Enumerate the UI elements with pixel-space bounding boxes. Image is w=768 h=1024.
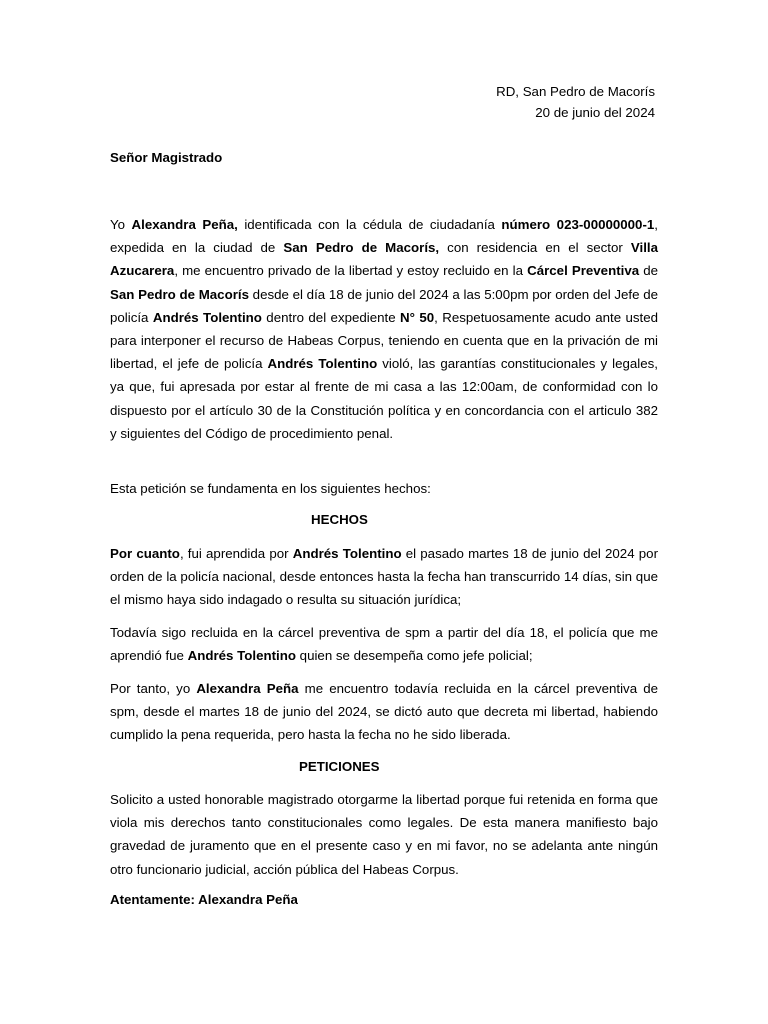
bold-text-run: Cárcel Preventiva (527, 263, 640, 279)
text-run: Todavía sigo recluida en la cárcel preventiva de spm a partir del día 18, el policía que me aprendió fue (110, 625, 658, 664)
date-line: 20 de junio del 2024 (535, 105, 655, 120)
bold-text-run: Alexandra Peña (196, 681, 299, 696)
hechos-item-1 (110, 542, 658, 612)
peticiones-paragraph: Solicito a usted honorable magistrado otorgarme la libertad porque fui retenida en forma que viola mis derechos tanto constitucionales como legales. De esta manera manifiesto bajo gravedad de juramento que en el presente caso y en mi favor, no se adelanta ante ningún otro funcionario judicial, acción pública del Habeas Corpus. (110, 792, 658, 877)
hechos-heading: HECHOS (311, 512, 368, 527)
bold-text-run: Alexandra Peña, (131, 217, 238, 232)
text-run: Por tanto, yo (110, 681, 197, 696)
text-run: desde el día 18 de junio del 2024 a las 5:00pm por orden del Jefe de policía (110, 286, 658, 325)
hechos-item-2 (110, 621, 658, 667)
bold-text-run: San Pedro de Macorís (110, 286, 249, 302)
bold-text-run: N° 50 (400, 309, 435, 325)
addressee: Señor Magistrado (110, 150, 223, 165)
text-run: de (639, 263, 658, 279)
bold-text-run: San Pedro de Macorís, (283, 240, 440, 256)
text-run: dentro del expediente (261, 309, 401, 325)
text-run: , expedida en la ciudad de (110, 217, 658, 256)
bold-text-run: Andrés Tolentino (267, 356, 378, 372)
text-run: el pasado martes 18 de junio del 2024 por orden de la policía nacional, desde entonces hasta la fecha han transcurrido 14 días, sin que el mismo haya sido indagado o resulta su situación jurídica; (110, 546, 658, 608)
text-run: me encuentro todavía recluida en la cárcel preventiva de spm, desde el martes 18 de junio del 2024, se dictó auto que decreta mi libertad, habiendo cumplido la pena requerida, pero hasta la fecha no he sido liberada. (110, 681, 658, 743)
petition-intro: Esta petición se fundamenta en los siguientes hechos: (110, 481, 431, 496)
hechos-item-3 (110, 677, 658, 747)
bold-text-run: número 023-00000000-1 (501, 217, 655, 232)
location-line: RD, San Pedro de Macorís (496, 84, 655, 99)
bold-text-run: Por cuanto (110, 546, 180, 561)
bold-text-run: Andrés Tolentino (152, 309, 262, 325)
bold-text-run: Villa Azucarera (110, 240, 658, 279)
peticiones-heading: PETICIONES (299, 759, 380, 774)
intro-paragraph (110, 213, 658, 445)
text-run: identificada con la cédula de ciudadanía (237, 217, 502, 232)
text-run: quien se desempeña como jefe policial; (295, 648, 533, 664)
bold-text-run: Andrés Tolentino (187, 648, 296, 664)
text-run: violó, las garantías constitucionales y legales, ya que, fui apresada por estar al frente de mi casa a las 12:00am, de conformidad con lo dispuesto por el artículo 30 de la Constitución política y en concordancia con el articulo 382 y siguientes del Código de procedimiento penal. (110, 356, 658, 441)
text-run: , me encuentro privado de la libertad y estoy recluido en la (174, 263, 528, 279)
text-run: Yo (110, 217, 132, 232)
text-run: , Respetuosamente acudo ante usted para interponer el recurso de Habeas Corpus, teniendo en cuenta que en la privación de mi libertad, el jefe de policía (110, 309, 659, 372)
text-run: con residencia en el sector (439, 240, 631, 256)
text-run: , fui aprendida por (179, 546, 293, 561)
bold-text-run: Andrés Tolentino (292, 546, 402, 561)
closing-signature: Atentamente: Alexandra Peña (110, 892, 298, 907)
